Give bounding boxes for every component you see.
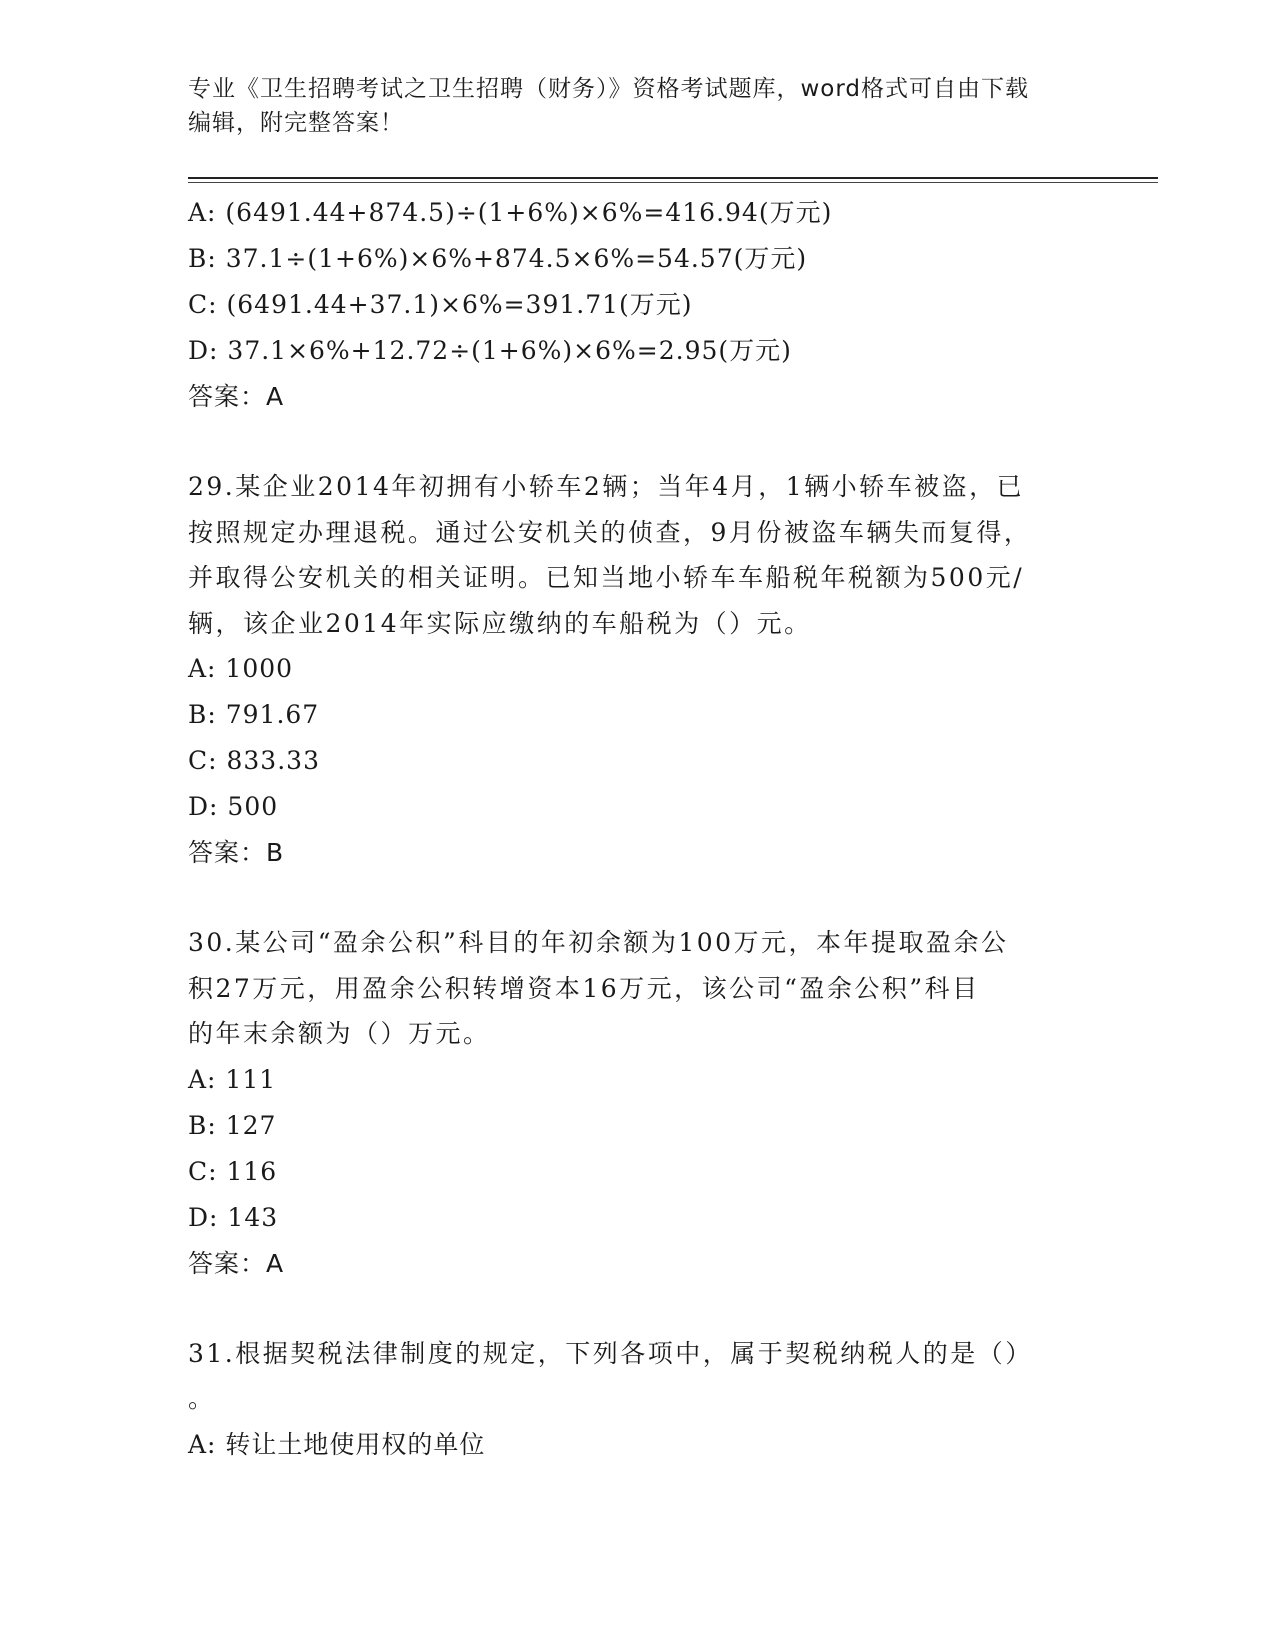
question-30-options bbox=[188, 1057, 1088, 1241]
question-line: 。 bbox=[188, 1384, 216, 1413]
question-29-stem bbox=[188, 464, 1088, 646]
question-30-stem bbox=[188, 920, 1088, 1057]
question-line: 积27万元，用盈余公积转增资本16万元，该公司“盈余公积”科目 bbox=[188, 973, 980, 1003]
option-a: A: 1000 bbox=[188, 654, 294, 683]
question-28-options bbox=[188, 190, 1088, 374]
option-d: D: 500 bbox=[188, 792, 279, 821]
option-a: A: (6491.44+874.5)÷(1+6%)×6%=416.94(万元) bbox=[188, 198, 833, 227]
question-line: 31.根据契税法律制度的规定，下列各项中，属于契税纳税人的是（） bbox=[188, 1338, 1033, 1368]
option-c: C: (6491.44+37.1)×6%=391.71(万元) bbox=[188, 290, 693, 319]
question-line: 并取得公安机关的相关证明。已知当地小轿车车船税年税额为500元/ bbox=[188, 563, 1025, 592]
question-line: 29.某企业2014年初拥有小轿车2辆；当年4月，1辆小轿车被盗，已 bbox=[188, 472, 1025, 501]
question-line: 辆，该企业2014年实际应缴纳的车船税为（）元。 bbox=[188, 608, 812, 638]
question-content bbox=[188, 190, 1088, 1468]
answer-29: 答案：B bbox=[188, 838, 285, 867]
question-line: 的年末余额为（）万元。 bbox=[188, 1019, 491, 1048]
header-line: 编辑，附完整答案！ bbox=[188, 110, 404, 136]
question-31-options bbox=[188, 1422, 1088, 1468]
header-divider-thin bbox=[188, 182, 1158, 183]
document-header bbox=[188, 72, 1088, 140]
option-d: D: 37.1×6%+12.72÷(1+6%)×6%=2.95(万元) bbox=[188, 336, 792, 365]
question-29-options bbox=[188, 646, 1088, 830]
option-a: A: 111 bbox=[188, 1064, 277, 1094]
question-31-stem bbox=[188, 1331, 1088, 1422]
option-a: A: 转让土地使用权的单位 bbox=[188, 1429, 486, 1459]
answer-30: 答案：A bbox=[188, 1248, 285, 1278]
option-b: B: 37.1÷(1+6%)×6%+874.5×6%=54.57(万元) bbox=[188, 244, 808, 273]
option-d: D: 143 bbox=[188, 1202, 279, 1232]
option-c: C: 116 bbox=[188, 1156, 278, 1186]
spacer bbox=[188, 876, 1088, 920]
option-b: B: 127 bbox=[188, 1110, 277, 1140]
question-line: 30.某公司“盈余公积”科目的年初余额为100万元，本年提取盈余公 bbox=[188, 928, 1009, 957]
header-line: 专业《卫生招聘考试之卫生招聘（财务）》资格考试题库，word格式可自由下载 bbox=[188, 76, 1030, 102]
question-line: 按照规定办理退税。通过公安机关的侦查，9月份被盗车辆失而复得， bbox=[188, 517, 1032, 547]
spacer bbox=[188, 1287, 1088, 1331]
answer-28: 答案：A bbox=[188, 382, 285, 411]
header-divider bbox=[188, 177, 1158, 179]
spacer bbox=[188, 420, 1088, 464]
option-c: C: 833.33 bbox=[188, 746, 320, 775]
option-b: B: 791.67 bbox=[188, 700, 320, 729]
